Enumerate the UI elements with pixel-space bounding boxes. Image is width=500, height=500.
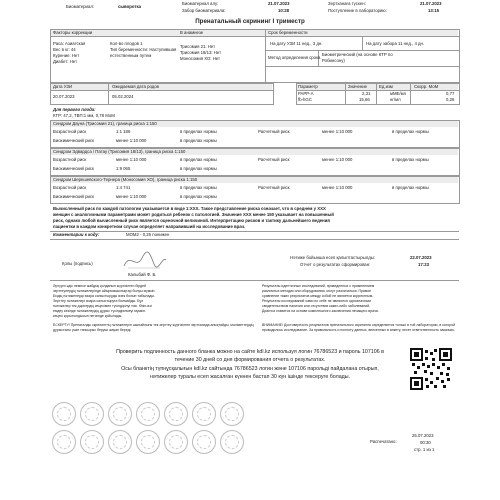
disclaimer-kz-5: нәтижелер тек дәрігердің кеңесімен түсіндірілуі тиіс. Өзін-өзі xyxy=(53,304,152,308)
param-hcg-unit: нг/мл xyxy=(390,97,401,102)
risk-bio-label: Биохимический риск xyxy=(53,138,94,143)
disclaimer-kz-6: емдеу кезінде нәтижелердің дұрыс түсіндірілмеуі мүмкін. xyxy=(53,309,146,313)
fetus-values: КТР: 47,2, ТВП:1 мм, 0,78 МоМ xyxy=(53,113,115,118)
stamp-icon xyxy=(80,430,104,454)
stamp-icon xyxy=(192,430,216,454)
bm-date-label: Биоматериал алу: xyxy=(182,1,219,6)
term-on-uzi: На дату УЗИ 11 нед., 3 дн. xyxy=(270,41,323,46)
material-label: Биоматериал: xyxy=(66,4,95,9)
risk-calc-label: Расчетный риск xyxy=(258,129,290,134)
disclaimer-kz-7: кеңесі қорытындысын негізінде қойылады. xyxy=(53,314,123,318)
attention-kz: ЕСКЕРТУ! Пренаталды скринингтің нәтижелерін шынайлығы тек зерттеу жүргізілген зертханада анықтайды, мәліметтердің дұрыстығы үшін тапсырыс беруші жауап береді. xyxy=(53,323,254,332)
anamnesis-t21: Трисомия 21: Нет xyxy=(180,44,216,49)
report-kz-label: Нәтиже бойынша есеп қалыптастырылды: xyxy=(290,255,375,260)
corr-fetus-count: Кол-во плодов 1 xyxy=(110,41,143,46)
risk-title: Синдром Эдвардса / Патау (Трисомия 18/13), граница риска 1:150 xyxy=(53,149,186,154)
signature-label: Қолы (подпись) xyxy=(62,261,93,266)
disclaimer-ru-3: сравнение таких результатов между собой не является корректным. xyxy=(262,294,374,298)
disclaimer-ru-6: Диагноз ставится на основе комплексного заключения лечащего врача. xyxy=(262,309,379,313)
corr-smoking: Курение: Нет xyxy=(53,53,80,58)
attention-ru: ВНИМАНИЕ! Достоверность результатов пренатального скрининга определяется только в той лаборатории, в которой проводилось исследование. За правильность и полноту данных, внесенных в анкету, несет ответственность заказчик. xyxy=(262,323,456,332)
signature-icon xyxy=(120,248,168,272)
term-method-label: Метод определения срока xyxy=(268,55,321,60)
risk-title: Синдром Дауна (Трисомия 21), граница риска 1:150 xyxy=(53,121,157,126)
risk-calc-label: Расчетный риск xyxy=(258,157,290,162)
risk-bio-label: Биохимический риск xyxy=(53,166,94,171)
verify-ru-1: Проверить подлинность данного бланка можно на сайте kdl.kz используя логин 76786523 и пароль 107106 в xyxy=(116,349,384,355)
verify-kz-2: нәтижелер туралы есеп жасалған күннен бастап 30 күн ішінде тексеруге болады. xyxy=(149,374,351,380)
printed-label: Распечатано: xyxy=(370,439,397,444)
disclaimer-ru-1: Результаты идентичных исследований, проведенных с применением xyxy=(262,284,375,288)
expected-date-header: Ожидаемая дата родов xyxy=(112,84,159,89)
explain-line-3: риск, однако любой вычисленный риск является оценочной величиной. Интерпретацию рисков и тактику дальнейшего ведения xyxy=(53,218,330,223)
bm-time: 10:28 xyxy=(278,8,289,13)
param-papp-unit: мМЕ/мл xyxy=(390,91,407,96)
comment-value: МОМ2 - 0,26 понижен xyxy=(126,232,170,237)
stamp-icon xyxy=(136,430,160,454)
risk-age-label: Возрастной риск xyxy=(53,185,87,190)
param-papp-mom: 0,77 xyxy=(446,91,455,96)
term-method-value-1: Биометрический (на основе КТР по xyxy=(322,52,393,57)
anamnesis-xo: Моносомия ХО: Нет xyxy=(180,56,221,61)
qr-code-icon[interactable] xyxy=(410,348,452,390)
page-title: Пренатальный скрининг I триместр xyxy=(195,18,305,25)
risk-calc-value: менее 1:10 000 xyxy=(322,129,353,134)
anamnesis-header: В анамнезе xyxy=(180,30,204,35)
param-hcg-value: 15,66 xyxy=(359,97,370,102)
correction-header: Факторы коррекции xyxy=(53,30,93,35)
lab-time: 13:15 xyxy=(428,8,439,13)
anamnesis-t18: Трисомия 18/13: Нет xyxy=(180,50,222,55)
report-time: 17:23 xyxy=(418,262,429,267)
disclaimer-ru-2: различных методик или оборудования, могут различаться. Прямое xyxy=(262,289,372,293)
explain-line-2: женщин с аналогичными параметрами может родиться ребенок с патологией. Значение ХХХ менее 150 указывает на повышенный xyxy=(53,212,334,217)
term-method-value-2: Робинсону) xyxy=(322,58,345,63)
risk-calc-value: менее 1:10 000 xyxy=(322,185,353,190)
risk-bio-value: менее 1:10 000 xyxy=(116,194,147,199)
report-date: 22.07.2023 xyxy=(410,255,432,260)
verify-ru-2: течение 30 дней со дня формирования отчета о результатах. xyxy=(174,357,326,363)
printed-date: 25.07.2023 xyxy=(412,433,434,438)
disclaimer-kz-1: Әртүрлі әдіс немесе жабдық қолданып жүргізілген бірдей xyxy=(53,284,146,288)
uzi-date-header: Дата УЗИ xyxy=(53,84,73,89)
stamp-icon xyxy=(52,402,76,426)
stamp-icon xyxy=(108,402,132,426)
disclaimer-kz-4: Зерттеу нәтижелері өзара салыстыруға болмайды. Бұл xyxy=(53,299,144,303)
disclaimer-kz-3: Біздің нәтижелерді өзара салыстыруды өзек болып табылады. xyxy=(53,294,155,298)
page-number: стр. 1 из 1 xyxy=(414,447,435,452)
param-papp-value: 2,31 xyxy=(362,91,371,96)
disclaimer-ru-5: свидетельством наличия или отсутствия каких-либо заболеваний. xyxy=(262,304,371,308)
risk-bio-label: Биохимический риск xyxy=(53,194,94,199)
risk-bio-norm: в пределах нормы xyxy=(180,166,217,171)
corr-race: Раса: Азиатская xyxy=(53,41,86,46)
corr-pregnancy-type: Тип беременности: Наступившая xyxy=(110,47,177,52)
risk-bio-norm: в пределах нормы xyxy=(180,138,217,143)
stamp-icon xyxy=(192,402,216,426)
risk-calc-norm: в пределах нормы xyxy=(392,157,429,162)
param-header-mom: Скорр. МоМ xyxy=(414,84,439,89)
risk-calc-label: Расчетный риск xyxy=(258,185,290,190)
fetus-label: Для первого плода: xyxy=(53,107,96,112)
stamp-icon xyxy=(136,402,160,426)
uzi-date: 20.07.2023 xyxy=(53,94,75,99)
param-header-unit: Ед.изм xyxy=(379,84,393,89)
bm-collect-label: Забор биоматериала: xyxy=(182,8,226,13)
term-on-collect: На дату забора 11 нед., 4 дн. xyxy=(366,41,425,46)
stamp-icon xyxy=(80,402,104,426)
corr-pregnancy-type-2: естественным путем xyxy=(110,53,152,58)
param-hcg-name: fb-hGC xyxy=(298,97,312,102)
stamp-icon xyxy=(164,430,188,454)
stamp-icon xyxy=(164,402,188,426)
risk-bio-value: 1:9 065 xyxy=(116,166,131,171)
disclaimer-ru-4: Результаты исследований сами по себе не являются однозначным xyxy=(262,299,371,303)
corr-weight: Вес в кг: 44 xyxy=(53,47,76,52)
risk-age-value: менее 1:10 000 xyxy=(116,157,147,162)
verify-kz-1: Осы бланктің түпнұсқалығын kdl.kz сайтында 76786523 логин және 107106 парольді пайдалана отырып, xyxy=(121,366,379,372)
risk-age-norm: в пределах нормы xyxy=(180,157,217,162)
risk-bio-value: менее 1:10 000 xyxy=(116,138,147,143)
param-header-value: Значение xyxy=(348,84,368,89)
material-value: сыворотка xyxy=(118,4,142,9)
expected-date: 05.02.2024 xyxy=(112,94,134,99)
performer-name: Калыбай Ф. Б. xyxy=(128,272,157,277)
risk-age-value: 1:1 186 xyxy=(116,129,131,134)
risk-title: Синдром Шерешевского-Тернера (Моносомия ХО), граница риска 1:150 xyxy=(53,177,198,182)
param-header-name: Параметр xyxy=(298,84,318,89)
stamp-icon xyxy=(220,430,244,454)
term-header: Срок беременности xyxy=(268,30,308,35)
bm-date: 21.07.2023 xyxy=(268,1,290,6)
risk-calc-value: менее 1:10 000 xyxy=(322,157,353,162)
lab-date: 21.07.2023 xyxy=(420,1,442,6)
stamp-icon xyxy=(108,430,132,454)
risk-age-norm: в пределах нормы xyxy=(180,129,217,134)
lab-received-label-kz: Зертханаға түскен: xyxy=(328,1,366,6)
risk-age-label: Возрастной риск xyxy=(53,157,87,162)
disclaimer-kz-2: зерттеулердің нәтижелерінде айырмашылықтар болуы мүмкін. xyxy=(53,289,156,293)
risk-calc-norm: в пределах нормы xyxy=(392,185,429,190)
comment-label: Комментарии к коду: xyxy=(53,232,100,237)
corr-diabetes: Диабет: Нет xyxy=(53,59,78,64)
report-ru-label: Отчет о результатах сформирован: xyxy=(300,262,371,267)
explain-line-1: Вычисленный риск по каждой патологии указывается в виде 1:ХХХ. Такое представление риска означает, что в среднем у ХХХ xyxy=(53,206,326,211)
stamp-icon xyxy=(52,430,76,454)
risk-bio-norm: в пределах нормы xyxy=(180,194,217,199)
stamp-icon xyxy=(220,402,244,426)
lab-received-label-ru: Поступление в лабораторию: xyxy=(328,8,387,13)
param-hcg-mom: 0,26 xyxy=(446,97,455,102)
risk-age-value: 1:4 741 xyxy=(116,185,131,190)
risk-age-label: Возрастной риск xyxy=(53,129,87,134)
explain-line-4: пациентки в каждом конкретном случае определяет направивший на исследование врач. xyxy=(53,224,246,229)
param-papp-name: PAPP-A xyxy=(298,91,314,96)
risk-calc-norm: в пределах нормы xyxy=(392,129,429,134)
printed-time: 00:30 xyxy=(420,440,431,445)
risk-age-norm: в пределах нормы xyxy=(180,185,217,190)
